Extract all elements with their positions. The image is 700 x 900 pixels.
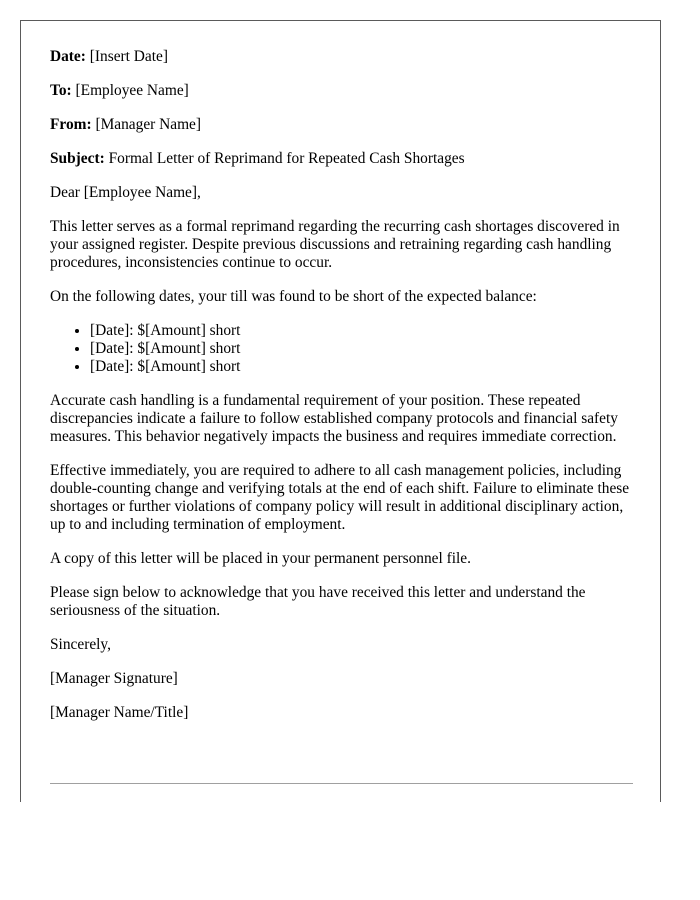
- subject-label: Subject:: [50, 150, 105, 167]
- from-line: [50, 116, 634, 134]
- list-item: • [Date]: $[Amount] short: [90, 358, 634, 376]
- to-line: [50, 82, 634, 100]
- shortage-list: [50, 322, 634, 376]
- signature-divider: [50, 783, 633, 784]
- to-value: [Employee Name]: [75, 82, 189, 99]
- paragraph-acknowledge: Please sign below to acknowledge that you have received this letter and understand the seriousness of the situation.: [50, 584, 586, 619]
- salutation: Dear [Employee Name],: [50, 184, 201, 201]
- sign-off: Sincerely,: [50, 636, 111, 653]
- paragraph-requirement: Accurate cash handling is a fundamental requirement of your position. These repeated discrepancies indicate a failure to follow established company protocols and financial safety measures. This behavior negatively impacts the business and requires immediate correction.: [50, 392, 618, 445]
- to-label: To:: [50, 82, 72, 99]
- list-item: • [Date]: $[Amount] short: [90, 322, 634, 340]
- subject-line: [50, 150, 634, 168]
- name-title-placeholder: [Manager Name/Title]: [50, 704, 189, 721]
- from-value: [Manager Name]: [95, 116, 202, 133]
- letter-content: [50, 48, 634, 738]
- date-line: [50, 48, 634, 66]
- letter-page: [20, 20, 661, 802]
- paragraph-intro: This letter serves as a formal reprimand regarding the recurring cash shortages discovered in your assigned register. Despite previous discussions and retraining regarding cash handling procedures, inconsistencies continue to occur.: [50, 218, 620, 271]
- from-label: From:: [50, 116, 92, 133]
- paragraph-policy: Effective immediately, you are required to adhere to all cash management policies, including double-counting change and verifying totals at the end of each shift. Failure to eliminate these shortages or further violations of company policy will result in additional disciplinary action, up to and including termination of employment.: [50, 462, 630, 533]
- paragraph-dates-intro: On the following dates, your till was found to be short of the expected balance:: [50, 288, 537, 305]
- date-label: Date:: [50, 48, 86, 65]
- subject-value: Formal Letter of Reprimand for Repeated Cash Shortages: [108, 150, 465, 167]
- paragraph-personnel-file: A copy of this letter will be placed in your permanent personnel file.: [50, 550, 471, 567]
- list-item: • [Date]: $[Amount] short: [90, 340, 634, 358]
- date-value: [Insert Date]: [89, 48, 168, 65]
- signature-placeholder: [Manager Signature]: [50, 670, 178, 687]
